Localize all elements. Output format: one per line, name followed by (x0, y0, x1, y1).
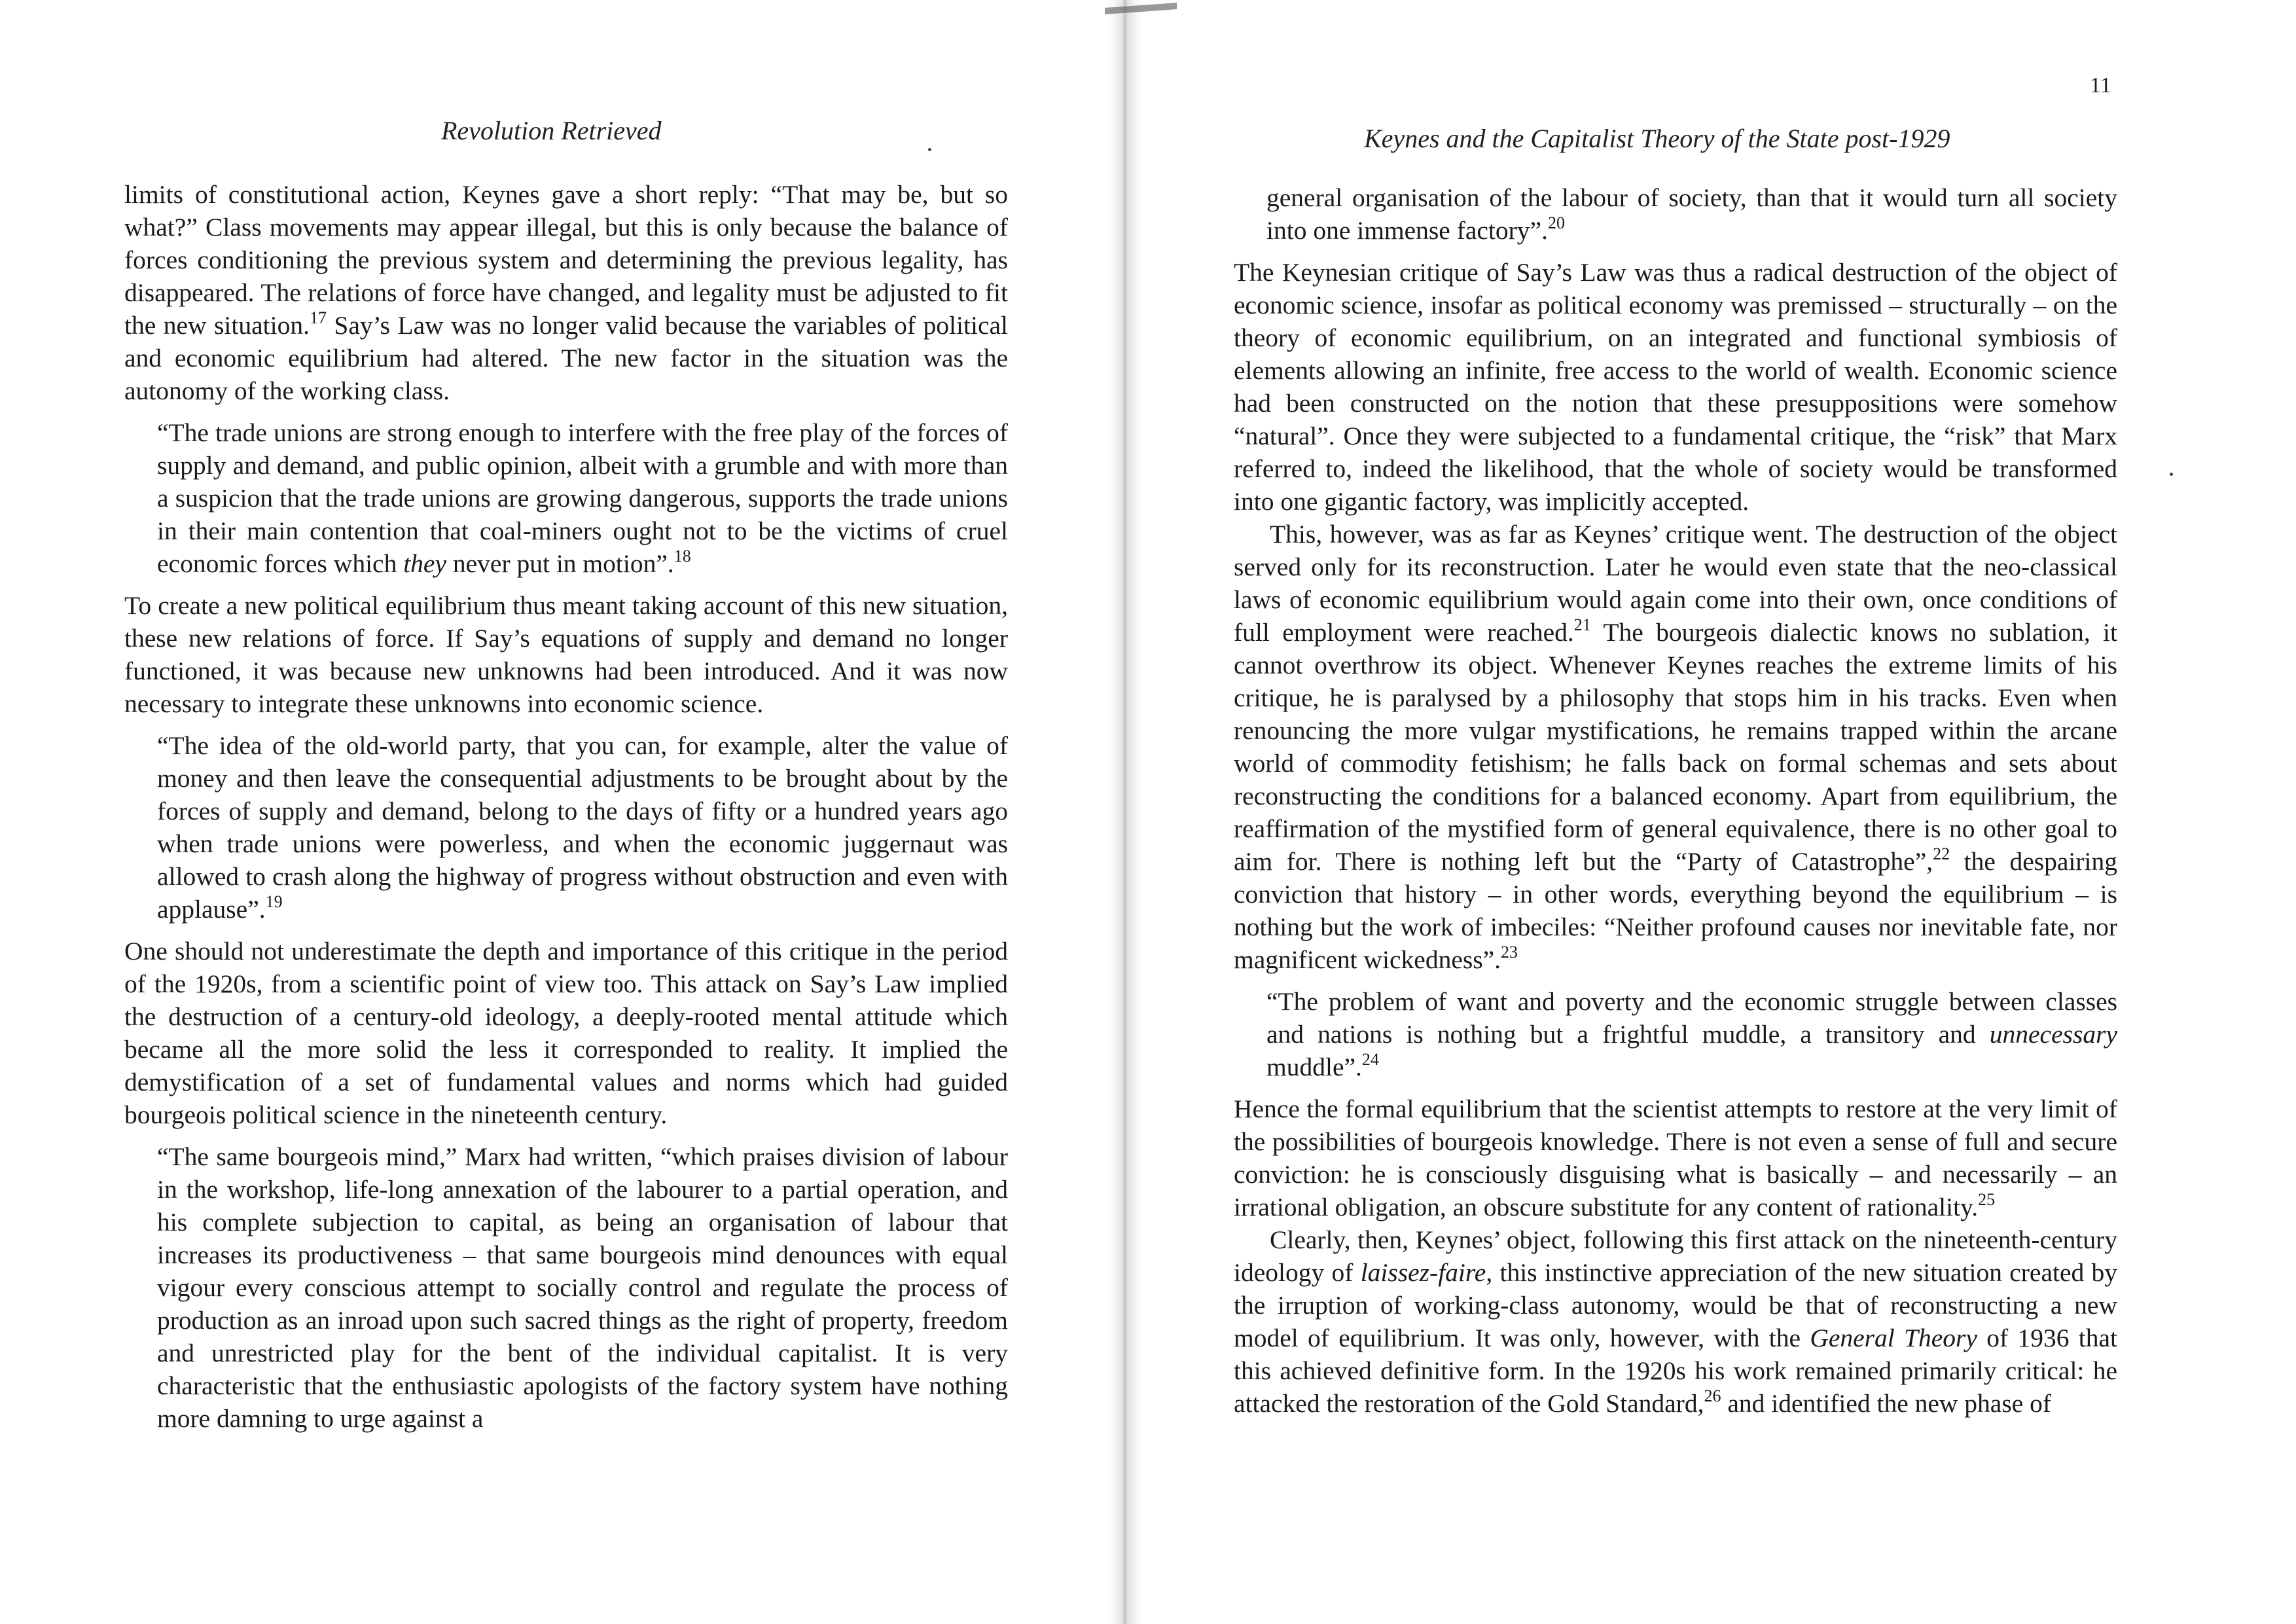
paragraph: The Keynesian critique of Say’s Law was thus a radical destruction of the object of economic science, insofar as political economy was premissed – structurally – on the theory of economic equilibrium, on an integrated and functional symbiosis of elements allowing an infinite, free access to the world of wealth. Economic science had been constructed on the notion that these presuppositions were somehow “natural”. Once they were subjected to a fundamental critique, the “risk” that Marx referred to, indeed the likelihood, that the whole of society would be transformed into one gigantic factory, was implicitly accepted. (1234, 258, 2117, 516)
block-quote: general organisation of the labour of society, than that it would turn all society into one immense factory”.$^{20}$ (1266, 183, 2117, 245)
footnote-ref: 26 (1704, 1386, 1721, 1405)
left-page (0, 0, 1106, 1624)
running-head-left: Revolution Retrieved (441, 116, 662, 145)
footnote-ref: 21 (1573, 615, 1591, 634)
scan-speck (2170, 473, 2173, 476)
paragraph: One should not underestimate the depth and importance of this critique in the period of the 1920s, from a scientific point of view too. This attack on Say’s Law implied the destruction of a century-old ideology, a deeply-rooted mental attitude which became all the more solid the less it corresponded to reality. It implied the demystification of a set of fundamental values and norms which had guided bourgeois political science in the nineteenth century. (124, 937, 1008, 1129)
block-quote: “The same bourgeois mind,” Marx had written, “which praises division of labour in the workshop, life-long annexation of the labourer to a partial operation, and his complete subjection to capital, as being an organisation of labour that increases its productiveness – that same bourgeois mind denounces with equal vigour every conscious attempt to socially control and regulate the process of production as an inroad upon such sacred things as the right of property, freedom and unrestricted play for the bent of the individual capitalist. It is very characteristic that the enthusiastic apologists of the factory system have nothing more damning to urge against a (157, 1142, 1008, 1433)
footnote-ref: 17 (309, 308, 327, 327)
book-gutter (1106, 0, 1142, 1624)
footnote-ref: 20 (1547, 213, 1565, 232)
paragraph: limits of constitutional action, Keynes gave a short reply: “That may be, but so what?” Class movements may appear illegal, but this is only because the balance of forces conditioning the previous system and determining the previous legality, has disappeared. The relations of force have changed, and legality must be adjusted to fit the new situation.$^{17}$ Say’s Law was no longer valid because the variables of political and economic equilibrium had altered. The new factor in the situation was the autonomy of the working class. (124, 180, 1008, 405)
footnote-ref: 25 (1978, 1190, 1996, 1209)
left-page-text (124, 178, 1008, 1435)
block-quote: “The trade unions are strong enough to interfere with the free play of the forces of supply and demand, and public opinion, albeit with a grumble and with more than a suspicion that the trade unions are growing dangerous, supports the trade unions in their main contention that coal-miners ought not to be the victims of cruel economic forces which they never put in motion”.$^{18}$ (157, 418, 1008, 578)
footnote-ref: 19 (265, 892, 283, 911)
block-quote: “The idea of the old-world party, that you can, for example, alter the value of money and then leave the consequential adjustments to be brought about by the forces of supply and demand, belong to the days of fifty or a hundred years ago when trade unions were powerless, and when the economic juggernaut was allowed to crash along the highway of progress without obstruction and even with applause”.$^{19}$ (157, 731, 1008, 924)
paragraph: Hence the formal equilibrium that the scientist attempts to restore at the very limit of the possibilities of bourgeois knowledge. There is not even a sense of full and secure conviction: he is consciously disguising what is basically – and necessarily – an irrational obligation, an obscure substitute for any content of rationality.$^{25}$ (1234, 1094, 2117, 1221)
running-head-right: Keynes and the Capitalist Theory of the State post-1929 (1364, 124, 1950, 153)
page-number: 11 (2090, 73, 2111, 98)
scan-speck (928, 148, 931, 151)
footnote-ref: 22 (1933, 844, 1950, 863)
footnote-ref: 23 (1501, 943, 1518, 962)
right-page (1142, 0, 2296, 1624)
paragraph: Clearly, then, Keynes’ object, following this first attack on the nineteenth-century ideology of laissez-faire, this instinctive appreciation of the new situation created by the irruption of working-class autonomy, would be that of reconstructing a new model of equilibrium. It was only, however, with the General Theory of 1936 that this achieved definitive form. In the 1920s his work remained primarily critical: he attacked the restoration of the Gold Standard,$^{26}$ and identified the new phase of (1234, 1225, 2118, 1418)
right-page-text (1234, 181, 2117, 1420)
paragraph: To create a new political equilibrium thus meant taking account of this new situation, these new relations of force. If Say’s equations of supply and demand no longer functioned, it was because new unknowns had been introduced. And it was now necessary to integrate these unknowns into economic science. (124, 591, 1008, 718)
paragraph: This, however, was as far as Keynes’ critique went. The destruction of the object served only for its reconstruction. Later he would even state that the neo-classical laws of economic equilibrium would again come into their own, once conditions of full employment were reached.$^{21}$ The bourgeois dialectic knows no sublation, it cannot overthrow its object. Whenever Keynes reaches the extreme limits of his critique, he is paralysed by a philosophy that stops him in his tracks. Even when renouncing the more vulgar mystifications, he remains trapped within the arcane world of commodity fetishism; he falls back on formal schemas and sets about reconstructing the conditions for a balanced economy. Apart from equilibrium, the reaffirmation of the mystified form of general equivalence, there is no other goal to aim for. There is nothing left but the “Party of Catastrophe”,$^{22}$ the despairing conviction that history – in other words, everything beyond the equilibrium – is nothing but the work of imbeciles: “Neither profound causes nor inevitable fate, nor magnificent wickedness”.$^{23}$ (1234, 520, 2117, 974)
footnote-ref: 18 (673, 547, 691, 566)
footnote-ref: 24 (1361, 1050, 1379, 1069)
block-quote: “The problem of want and poverty and the economic struggle between classes and nations is nothing but a frightful muddle, a transitory and unnecessary muddle”.$^{24}$ (1266, 987, 2117, 1081)
